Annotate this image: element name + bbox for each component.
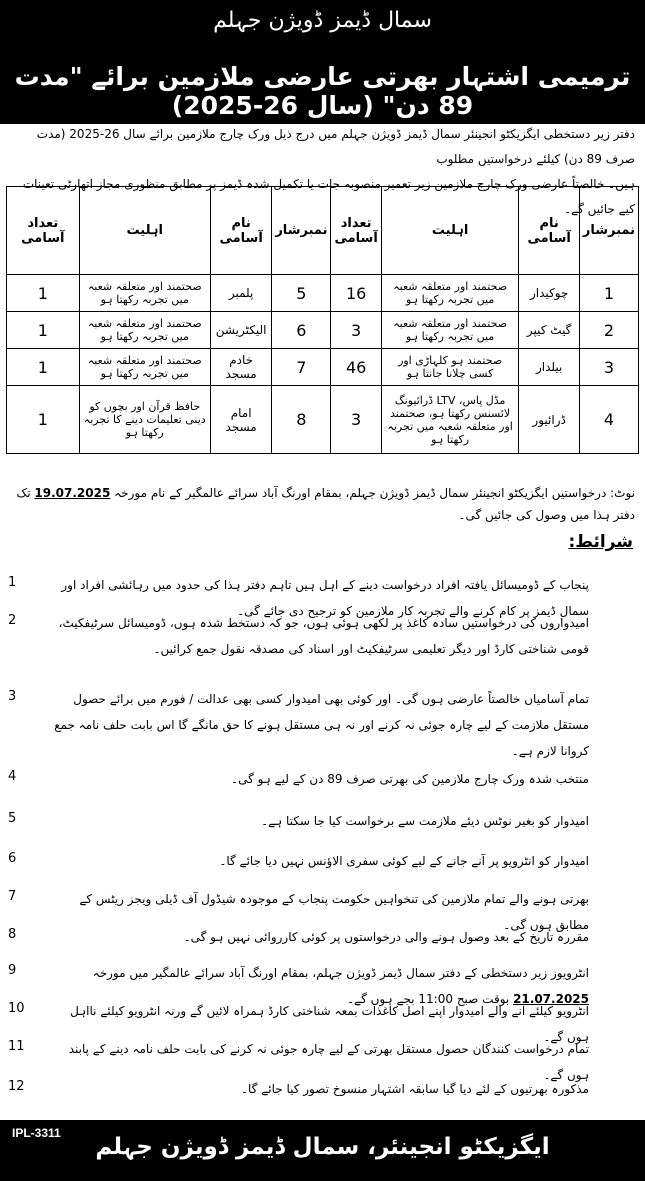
signatory: ایگزیکٹو انجینئر، سمال ڈیمز ڈویژن جہلم (95, 1134, 550, 1160)
condition-number: 2 (8, 613, 17, 628)
condition-text: امیدواروں کی درخواستیں سادہ کاغذ پر لکھی ہوئی ہوں، جو کہ دستخط شدہ ہوں، ڈومیسائل سرٹیفکیٹ، قومی شناختی کارڈ اور دیگر تعلیمی سرٹیفکیٹ اور اسناد کی مصدقہ نقول جمع کرائیں۔ (58, 616, 589, 656)
eligibility-cell: صحتمند اور متعلقہ شعبہ میں تجربہ رکھتا ہو (381, 275, 519, 312)
header-eligibility-2: اہلیت (79, 187, 210, 275)
interview-text-before: انٹرویوز زیر دستخطی کے دفتر سمال ڈیمز ڈویژن جہلم، بمقام اورنگ آباد سرائے عالمگیر میں مورخہ (92, 966, 589, 980)
post-cell: ڈرائیور (519, 386, 579, 454)
condition-text: انٹرویو کیلئے آنے والے امیدوار اپنے اصل کاغذات بمعہ شناختی کارڈ ہمراہ لائیں گے ورنہ انٹرویو کیلئے نااہل ہوں گے۔ (70, 1004, 589, 1044)
condition-number: 6 (8, 851, 17, 866)
interview-text-after: بوقت صبح 11:00 بجے ہوں گے۔ (347, 992, 510, 1006)
header-serial-2: نمبرشار (272, 187, 331, 275)
serial-cell: 2 (579, 312, 638, 349)
eligibility-cell: مڈل پاس، LTV ڈرائیونگ لائسنس رکھتا ہو، صحتمند اور متعلقہ شعبہ میں تجربہ رکھتا ہو (381, 386, 519, 454)
count-cell: 3 (331, 386, 381, 454)
condition-text: امیدوار کو انٹرویو پر آنے جانے کے لیے کوئی سفری الاؤنس نہیں دیا جائے گا۔ (219, 854, 589, 868)
serial-cell: 5 (272, 275, 331, 312)
table-header-row (7, 187, 639, 275)
deadline-note (10, 482, 635, 526)
note-text-after: تک دفتر ہذا میں وصول کی جائیں گی۔ (16, 486, 635, 522)
serial-cell: 3 (579, 349, 638, 386)
serial-cell: 6 (272, 312, 331, 349)
table-row (7, 275, 639, 312)
header-banner (0, 0, 645, 124)
eligibility-cell: صحتمند اور متعلقہ شعبہ میں تجربہ رکھتا ہو (79, 312, 210, 349)
post-cell: چوکیدار (519, 275, 579, 312)
count-cell: 1 (7, 349, 80, 386)
conditions-heading: شرائط: (568, 532, 633, 552)
serial-cell: 1 (579, 275, 638, 312)
table-row (7, 312, 639, 349)
ipl-number: IPL-3311 (12, 1126, 61, 1140)
header-post-2: نام آسامی (210, 187, 271, 275)
condition-text: مقررہ تاریخ کے بعد وصول ہونے والی درخواستوں پر کوئی کارروائی نہیں ہو گی۔ (183, 930, 589, 944)
condition-number: 12 (8, 1079, 25, 1094)
condition-text: تمام آسامیاں خالصتاً عارضی ہوں گی۔ اور کوئی بھی امیدوار کسی بھی عدالت / فورم میں برائے حصول مستقل ملازمت کے لیے چارہ جوئی نہ کرنے اور نہ ہی مستقل ہونے کا حق مانگے گا اس بابت حلف نامہ جمع کروانا لازم ہے۔ (54, 692, 589, 758)
header-eligibility: اہلیت (381, 187, 519, 275)
interview-date: 21.07.2025 (513, 992, 589, 1006)
table-row (7, 386, 639, 454)
condition-text: منتخب شدہ ورک چارج ملازمین کی بھرتی صرف 89 دن کے لیے ہو گی۔ (231, 772, 589, 786)
condition-number: 5 (8, 811, 17, 826)
condition-text: پنجاب کے ڈومیسائل یافتہ افراد درخواست دینے کے اہل ہیں تاہم دفتر ہذا کی حدود میں رہائشی افراد اور سمال ڈیمز پر کام کرنے والے تجربہ کار ملازمین کو ترجیح دی جائے گی۔ (61, 578, 589, 618)
count-cell: 1 (7, 312, 80, 349)
header-count: تعداد آسامی (331, 187, 381, 275)
post-cell: گیٹ کیپر (519, 312, 579, 349)
condition-number: 3 (8, 689, 17, 704)
eligibility-cell: حافظ قرآن اور بچوں کو دینی تعلیمات دینے کا تجربہ رکھتا ہو (79, 386, 210, 454)
count-cell: 16 (331, 275, 381, 312)
condition-text: تمام درخواست کنندگان حصول مستقل بھرتی کے لیے چارہ جوئی نہ کرنے کی بابت حلف نامہ دینے کے پابند ہوں گے۔ (68, 1042, 589, 1082)
intro-line-1: دفتر زیر دستخطی ایگزیکٹو انجینئر سمال ڈیمز ڈویژن جہلم میں درج ذیل ورک چارج ملازمین برائے سال 26-2025 (مدت صرف 89 دن) کیلئے درخواستیں مطلوب (36, 127, 635, 166)
serial-cell: 7 (272, 349, 331, 386)
condition-number: 9 (8, 963, 17, 978)
post-cell: بیلدار (519, 349, 579, 386)
list-item (8, 1076, 637, 1102)
eligibility-cell: صحتمند اور متعلقہ شعبہ میں تجربہ رکھتا ہو (79, 275, 210, 312)
serial-cell: 8 (272, 386, 331, 454)
eligibility-cell: صحتمند ہو کلہاڑی اور کسی چلانا جانتا ہو (381, 349, 519, 386)
serial-cell: 4 (579, 386, 638, 454)
post-cell: الیکٹریشن (210, 312, 271, 349)
list-item (8, 808, 637, 834)
condition-number: 1 (8, 575, 17, 590)
count-cell: 1 (7, 275, 80, 312)
eligibility-cell: صحتمند اور متعلقہ شعبہ میں تجربہ رکھتا ہو (381, 312, 519, 349)
condition-number: 8 (8, 927, 17, 942)
eligibility-cell: صحتمند اور متعلقہ شعبہ میں تجربہ رکھتا ہو (79, 349, 210, 386)
count-cell: 3 (331, 312, 381, 349)
intro-line-2: ہیں۔ خالصتاً عارضی ورک چارج ملازمین زیر تعمیر منصوبہ جات یا تکمیل شدہ ڈیمز پر مطابق منظوری مجاز اتھارٹی تعینات کیے جائیں گے۔ (22, 177, 635, 216)
org-name: سمال ڈیمز ڈویژن جہلم (213, 8, 432, 33)
count-cell: 1 (7, 386, 80, 454)
list-item (8, 610, 637, 662)
posts-table (6, 186, 639, 454)
condition-number: 10 (8, 1001, 25, 1016)
list-item (8, 686, 637, 764)
post-cell: خادم مسجد (210, 349, 271, 386)
post-cell: پلمبر (210, 275, 271, 312)
table-row (7, 349, 639, 386)
header-serial: نمبرشار (579, 187, 638, 275)
condition-text: بھرتی ہونے والے تمام ملازمین کی تنخواہیں حکومت پنجاب کے موجودہ شیڈول آف ڈیلی ویجز ریٹس کے مطابق ہوں گی۔ (79, 892, 589, 932)
advertisement-headline: ترمیمی اشتہار بھرتی عارضی ملازمین برائے "مدت 89 دن" (سال 26-2025) (14, 62, 631, 120)
post-cell: امام مسجد (210, 386, 271, 454)
footer-banner (0, 1120, 645, 1181)
header-count-2: تعداد آسامی (7, 187, 80, 275)
list-item (8, 766, 637, 792)
condition-text: مذکورہ بھرتیوں کے لئے دیا گیا سابقہ اشتہار منسوخ تصور کیا جائے گا۔ (240, 1082, 589, 1096)
note-deadline-date: 19.07.2025 (34, 486, 111, 500)
condition-number: 7 (8, 889, 17, 904)
header-post: نام آسامی (519, 187, 579, 275)
list-item (8, 848, 637, 874)
condition-number: 4 (8, 769, 17, 784)
note-text-before: نوٹ: درخواستیں ایگزیکٹو انجینئر سمال ڈیمز ڈویژن جہلم، بمقام اورنگ آباد سرائے عالمگیر کے نام مورخہ (114, 486, 635, 500)
condition-text: امیدوار کو بغیر نوٹس دیئے ملازمت سے برخواست کیا جا سکتا ہے۔ (261, 814, 589, 828)
condition-number: 11 (8, 1039, 25, 1054)
list-item (8, 924, 637, 950)
count-cell: 46 (331, 349, 381, 386)
